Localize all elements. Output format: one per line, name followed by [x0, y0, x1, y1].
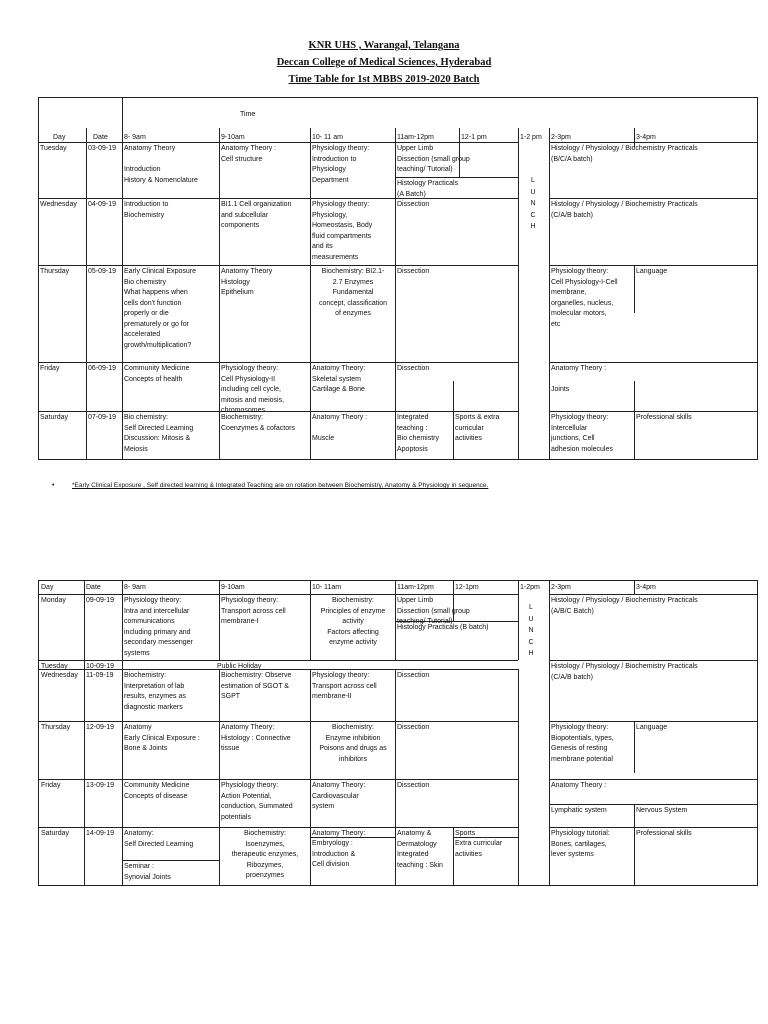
- session-cell: Anatomy Theory: Skeletal system Cartilage & Bone: [312, 365, 366, 393]
- timetable-week-1: [38, 97, 758, 460]
- session-cell: Dissection: [397, 724, 430, 731]
- session-cell: Anatomy Theory:: [312, 830, 366, 837]
- session-cell: Histology / Physiology / Biochemistry Practicals (B/C/A batch): [551, 145, 698, 163]
- session-cell: Lymphatic system: [551, 807, 607, 814]
- session-cell: Introduction to Biochemistry: [124, 201, 169, 219]
- session-cell: Biochemistry: Coenzymes & cofactors: [221, 414, 295, 432]
- lunch-label: L U N C H: [528, 604, 534, 657]
- row-day: Thursday: [41, 724, 71, 731]
- session-cell: Dissection: [397, 268, 430, 275]
- row-day: Friday: [40, 365, 60, 372]
- row-date: 03-09-19: [88, 145, 117, 152]
- session-cell: Embryology : Introduction & Cell division: [312, 840, 356, 868]
- university-title: KNR UHS , Warangal, Telangana: [308, 40, 460, 51]
- session-cell: Upper Limb Dissection (small group teaching/ Tutorial): [397, 597, 470, 625]
- row-date: 11-09-19: [86, 672, 114, 679]
- session-cell: Biochemistry: Enzyme inhibition Poisons and drugs as inhibitors: [319, 724, 387, 763]
- header-3-4: 3-4pm: [636, 584, 656, 591]
- session-cell: Physiology theory: Cell Physiology-I-Cell membrane, organelles, nucleus, molecular motors, etc: [551, 268, 618, 328]
- session-cell: Biochemistry: Interpretation of lab results, enzymes as diagnostic markers: [124, 672, 186, 711]
- session-cell: Anatomy & Dermatology Integrated teaching : Skin: [397, 830, 443, 869]
- session-cell: Seminar : Synovial Joints: [124, 863, 171, 881]
- session-cell: Dissection: [397, 672, 430, 679]
- session-cell: Histology / Physiology / Biochemistry Practicals (C/A/B batch): [551, 201, 698, 219]
- lunch-label: L U N C H: [530, 177, 536, 230]
- session-cell: Sports: [455, 830, 476, 837]
- row-day: Wednesday: [41, 672, 78, 679]
- row-date: 10-09-19: [86, 663, 115, 670]
- header-11-12: 11am-12pm: [397, 584, 434, 591]
- header-10-11: 10- 11am: [312, 584, 342, 591]
- session-cell: Biochemistry: Isoenzymes, therapeutic enzymes, Ribozymes, proenzymes: [231, 830, 299, 879]
- header-day: Day: [53, 134, 66, 141]
- session-cell: Early Clinical Exposure Bio chemistry What happens when cells don't function properly or die prematurely or go for accelerated growth/multiplication?: [124, 268, 196, 349]
- time-label: Time: [240, 111, 256, 118]
- session-cell: Physiology theory: Action Potential, conduction, Summated potentials: [221, 782, 293, 821]
- row-day: Saturday: [41, 830, 70, 837]
- session-cell: Dissection: [397, 782, 430, 789]
- session-cell: Extra curricular activities: [455, 840, 503, 858]
- session-cell: Nervous System: [636, 807, 688, 814]
- college-title: Deccan College of Medical Sciences, Hyderabad: [276, 57, 492, 68]
- header-8-9: 8- 9am: [124, 134, 146, 141]
- header-2-3: 2-3pm: [551, 584, 571, 591]
- row-date: 12-09-19: [86, 724, 115, 731]
- timetable-week-2: [38, 580, 758, 886]
- header-9-10: 9-10am: [221, 134, 245, 141]
- row-date: 04-09-19: [88, 201, 117, 208]
- bullet-icon: •: [52, 482, 55, 489]
- header-3-4: 3-4pm: [636, 134, 656, 141]
- header-12-1: 12-1 pm: [461, 134, 487, 141]
- session-cell: Community Medicine Concepts of disease: [124, 782, 190, 800]
- session-cell: Anatomy Theory: Histology : Connective tissue: [221, 724, 291, 752]
- header-2-3: 2-3pm: [551, 134, 571, 141]
- row-date: 05-09-19: [88, 268, 117, 275]
- session-cell: Physiology theory: Physiology, Homeostasis, Body fluid compartments and its measurements: [312, 201, 373, 261]
- session-cell: Community Medicine Concepts of health: [124, 365, 190, 383]
- rotation-note: *Early Clinical Exposure , Self directed learning & Integrated Teaching are on rotation between Biochemistry, Anatomy & Physiology in sequence.: [72, 482, 489, 489]
- session-cell: Physiology theory: Biopotentials, types, Genesis of resting membrane potential: [551, 724, 614, 763]
- header-1-2: 1-2 pm: [520, 134, 542, 141]
- header-10-11: 10- 11 am: [312, 134, 343, 141]
- session-cell: Bio chemistry: Self Directed Learning Discussion: Mitosis & Meiosis: [124, 414, 194, 453]
- session-cell: Anatomy Theory :: [551, 782, 607, 789]
- header-day: Day: [41, 584, 54, 591]
- header-1-2: 1-2pm: [520, 584, 540, 591]
- session-cell: Histology / Physiology / Biochemistry Practicals (A/B/C Batch): [551, 597, 698, 615]
- session-cell: Physiology theory: Transport across cell membrane-I: [221, 597, 286, 625]
- row-day: Friday: [41, 782, 61, 789]
- session-cell: Histology Practicals (B batch): [397, 624, 489, 631]
- session-cell: Anatomy Theory : Joints: [551, 365, 607, 393]
- header-date: Date: [86, 584, 101, 591]
- session-cell: Physiology theory: Intercellular junctions, Cell adhesion molecules: [551, 414, 613, 453]
- header-8-9: 8- 9am: [124, 584, 146, 591]
- row-day: Tuesday: [41, 663, 68, 670]
- session-cell: Histology Practicals (A Batch): [397, 180, 459, 198]
- row-date: 09-09-19: [86, 597, 115, 604]
- row-day: Monday: [41, 597, 66, 604]
- session-cell: Anatomy Theory : Cell structure: [221, 145, 277, 163]
- session-cell: Physiology theory: Intra and intercellular communications including primary and secondary messenger systems: [124, 597, 193, 657]
- session-cell: Physiology tutorial: Bones, cartilages, lever systems: [551, 830, 610, 858]
- session-cell: Sports & extra curricular activities: [455, 414, 500, 442]
- session-cell: Histology / Physiology / Biochemistry Practicals (C/A/B batch): [551, 663, 698, 681]
- session-cell: Professional skills: [636, 414, 692, 421]
- row-date: 07-09-19: [88, 414, 117, 421]
- session-cell: Anatomy Theory Introduction History & Nomenclature: [124, 145, 198, 184]
- header-date: Date: [93, 134, 108, 141]
- session-cell: Language: [636, 268, 668, 275]
- session-cell: Professional skills: [636, 830, 692, 837]
- row-day: Wednesday: [40, 201, 77, 208]
- session-cell: Physiology theory: Cell Physiology-II including cell cycle, mitosis and meiosis, chromosomes: [221, 365, 285, 414]
- row-day: Saturday: [40, 414, 69, 421]
- session-cell: Anatomy Theory: Cardiovascular system: [312, 782, 366, 810]
- session-cell: Dissection: [397, 365, 430, 372]
- session-cell: Biochemistry: Principles of enzyme activity Factors affecting enzyme activity: [320, 597, 386, 646]
- session-cell: Integrated teaching : Bio chemistry Apoptosis: [397, 414, 440, 453]
- session-cell: Biochemistry: Observe estimation of SGOT & SGPT: [221, 672, 292, 700]
- row-day: Thursday: [40, 268, 70, 275]
- header-12-1: 12-1pm: [455, 584, 479, 591]
- header-11-12: 11am-12pm: [397, 134, 434, 141]
- header-9-10: 9-10am: [221, 584, 245, 591]
- session-cell: Biochemistry: BI2.1- 2.7 Enzymes Fundamental concept, classification of enzymes: [318, 268, 388, 317]
- session-cell: Anatomy: Self Directed Learning: [124, 830, 194, 848]
- session-cell: Language: [636, 724, 668, 731]
- row-date: 13-09-19: [86, 782, 115, 789]
- row-date: 06-09-19: [88, 365, 117, 372]
- session-cell: Upper Limb Dissection (small group teaching/ Tutorial): [397, 145, 470, 173]
- session-cell: BI1.1 Cell organization and subcellular components: [221, 201, 292, 229]
- session-cell: Physiology theory: Introduction to Physiology Department: [312, 145, 370, 184]
- row-day: Tuesday: [40, 145, 67, 152]
- session-cell: Dissection: [397, 201, 430, 208]
- session-cell: Anatomy Theory Histology Epithelium: [221, 268, 273, 296]
- row-date: 14-09-19: [86, 830, 115, 837]
- session-cell: Anatomy Early Clinical Exposure : Bone & Joints: [124, 724, 200, 752]
- timetable-title: Time Table for 1st MBBS 2019-2020 Batch: [288, 74, 480, 85]
- session-cell: Anatomy Theory : Muscle: [312, 414, 368, 442]
- session-cell: Physiology theory: Transport across cell membrane-II: [312, 672, 377, 700]
- public-holiday: Public Holiday: [217, 663, 262, 670]
